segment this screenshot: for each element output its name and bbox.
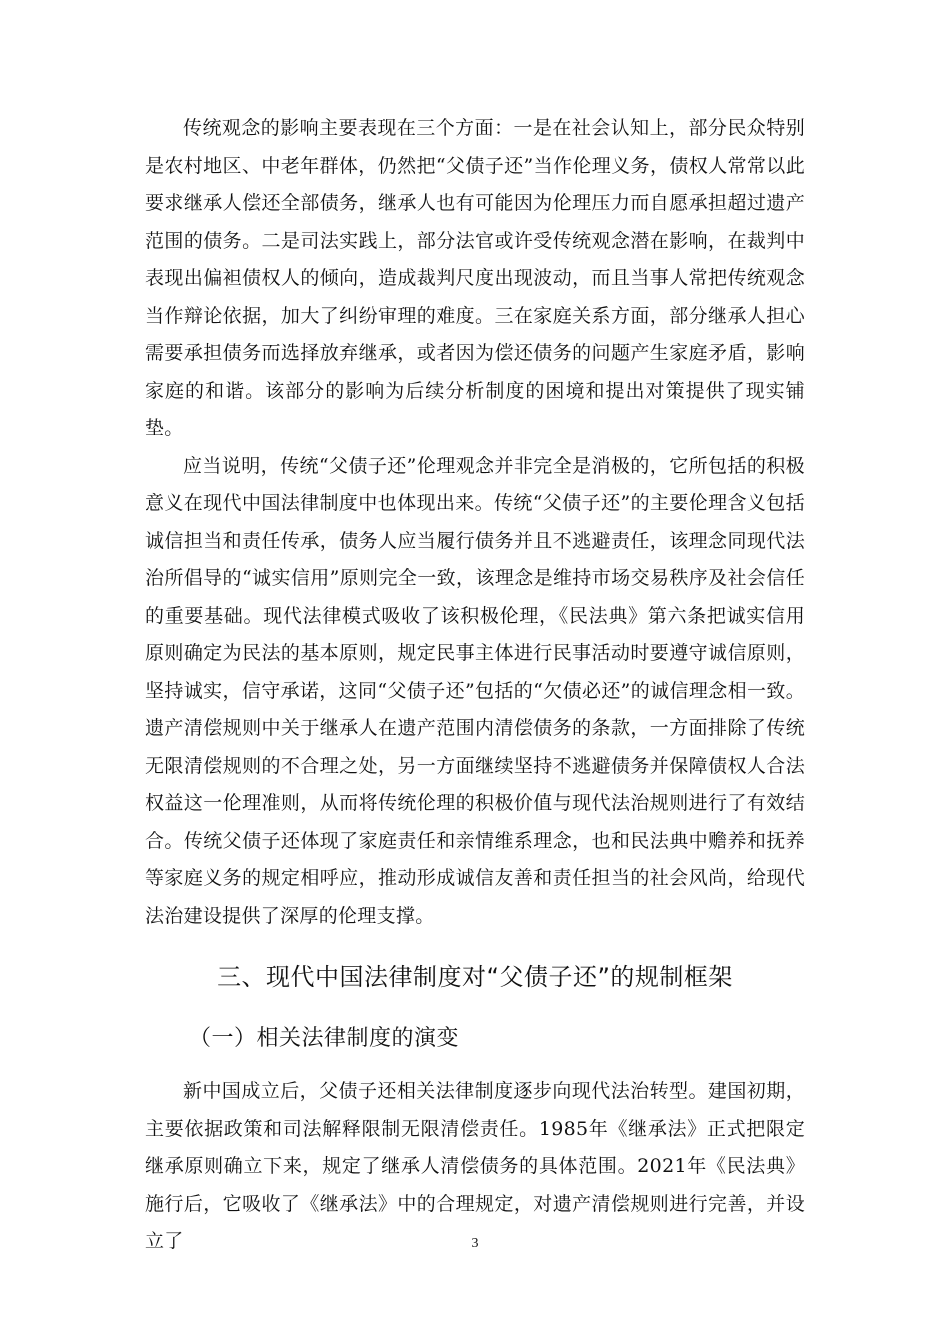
document-page — [145, 110, 805, 1261]
body-paragraph: 传统观念的影响主要表现在三个方面：一是在社会认知上，部分民众特别是农村地区、中老年群体，仍然把“父债子还”当作伦理义务，债权人常常以此要求继承人偿还全部债务，继承人也有可能因为伦理压力而自愿承担超过遗产范围的债务。二是司法实践上，部分法官或许受传统观念潜在影响，在裁判中表现出偏袒债权人的倾向，造成裁判尺度出现波动，而且当事人常把传统观念当作辩论依据，加大了纠纷审理的难度。三在家庭关系方面，部分继承人担心需要承担债务而选择放弃继承，或者因为偿还债务的问题产生家庭矛盾，影响家庭的和谐。该部分的影响为后续分析制度的困境和提出对策提供了现实铺垫。 — [145, 117, 805, 439]
subsection-heading: （一）相关法律制度的演变 — [189, 1026, 460, 1051]
body-paragraph: 新中国成立后，父债子还相关法律制度逐步向现代法治转型。建国初期，主要依据政策和司法解释限制无限清偿责任。1985年《继承法》正式把限定继承原则确立下来，规定了继承人清偿债务的具体范围。2021年《民法典》施行后，它吸收了《继承法》中的合理规定，对遗产清偿规则进行完善，并设立了 — [145, 1080, 805, 1252]
page-number: 3 — [471, 1236, 479, 1251]
body-paragraph: 应当说明，传统“父债子还”伦理观念并非完全是消极的，它所包括的积极意义在现代中国法律制度中也体现出来。传统“父债子还”的主要伦理含义包括诚信担当和责任传承，债务人应当履行债务并且不逃避责任，该理念同现代法治所倡导的“诚实信用”原则完全一致，该理念是维持市场交易秩序及社会信任的重要基础。现代法律模式吸收了该积极伦理，《民法典》第六条把诚实信用原则确定为民法的基本原则，规定民事主体进行民事活动时要遵守诚信原则，坚持诚实，信守承诺，这同“父债子还”包括的“欠债必还”的诚信理念相一致。遗产清偿规则中关于继承人在遗产范围内清偿债务的条款，一方面排除了传统无限清偿规则的不合理之处，另一方面继续坚持不逃避债务并保障债权人合法权益这一伦理准则，从而将传统伦理的积极价值与现代法治规则进行了有效结合。传统父债子还体现了家庭责任和亲情维系理念，也和民法典中赡养和抚养等家庭义务的规定相呼应，推动形成诚信友善和责任担当的社会风尚，给现代法治建设提供了深厚的伦理支撑。 — [145, 454, 805, 927]
section-heading: 三、现代中国法律制度对“父债子还”的规制框架 — [217, 963, 733, 991]
